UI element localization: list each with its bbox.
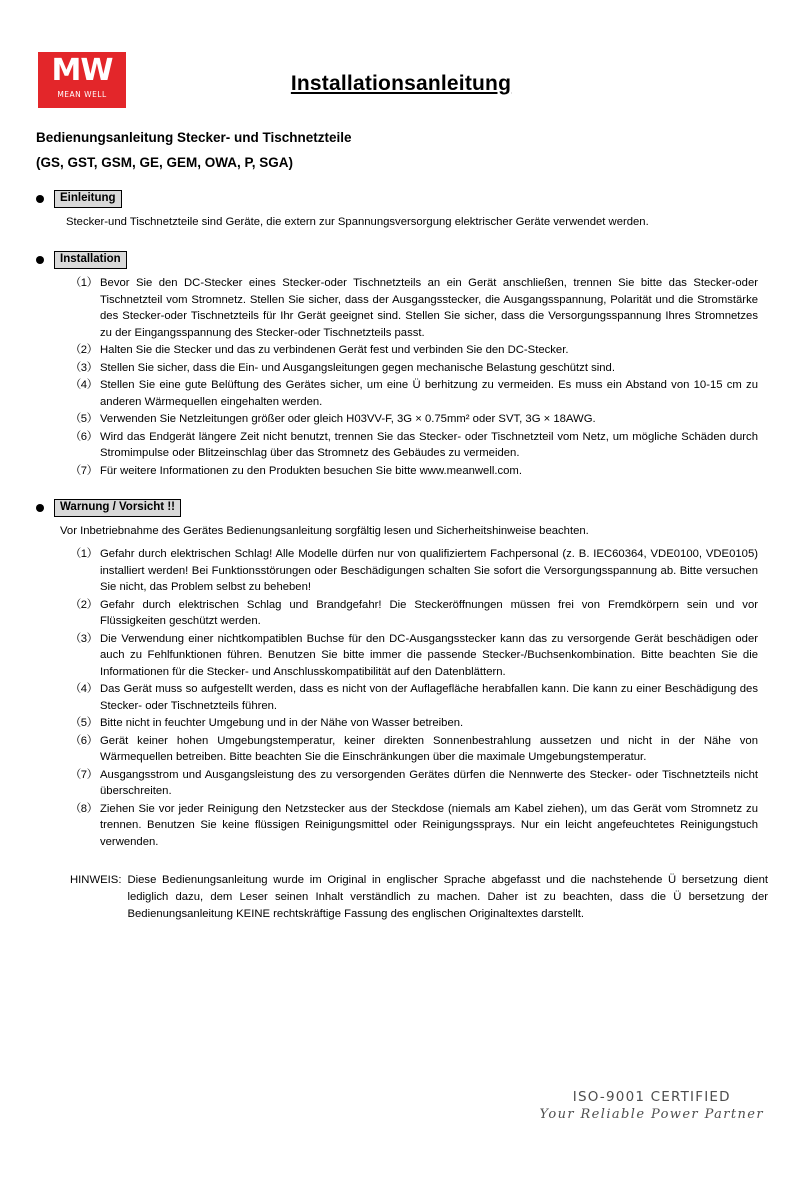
section-heading-warning: [36, 499, 766, 517]
list-item: [70, 801, 758, 851]
translation-note: [70, 872, 768, 923]
list-item-number: （2）: [70, 344, 98, 356]
list-item: [70, 715, 758, 732]
installation-list: [36, 275, 758, 479]
section-warning: [36, 499, 766, 850]
list-item-text: Ausgangsstrom und Ausgangsleistung des zu versorgenden Gerätes dürfen die Nennwerte des Stecker- oder Tischnetzteils nicht überschreiten.: [100, 768, 758, 797]
list-item-text: Stellen Sie eine gute Belüftung des Gerätes sicher, um eine Ü berhitzung zu vermeiden. Es muss ein Abstand von 10-15 cm zu anderen Wärmequellen eingehalten werden.: [100, 379, 758, 408]
page-title: Installationsanleitung: [290, 72, 512, 95]
list-item-text: Bitte nicht in feuchter Umgebung und in der Nähe von Wasser betreiben.: [100, 717, 464, 729]
list-item-number: （1）: [70, 548, 98, 560]
list-item-number: （7）: [70, 768, 98, 781]
list-item-number: （5）: [70, 413, 98, 425]
list-item: [70, 767, 758, 800]
bullet-icon: [36, 195, 44, 203]
bullet-icon: [36, 504, 44, 512]
list-item-number: （5）: [70, 717, 98, 729]
list-item-number: （7）: [70, 464, 98, 477]
list-item: [70, 681, 758, 714]
note-label: HINWEIS:: [70, 874, 122, 886]
list-item: [70, 733, 758, 766]
list-item: [70, 546, 758, 596]
list-item-number: （4）: [70, 683, 98, 695]
list-item: [70, 360, 758, 377]
warning-intro-paragraph: Vor Inbetriebnahme des Gerätes Bedienungsanleitung sorgfältig lesen und Sicherheitshinweise beachten.: [60, 525, 589, 537]
section-heading-installation: [36, 251, 766, 269]
list-item-number: （6）: [70, 734, 98, 747]
list-item-text: Das Gerät muss so aufgestellt werden, dass es nicht von der Auflagefläche herabfallen kann. Die kann zu einer Beschädigung des Stecker- oder Tischnetzteils führen.: [100, 683, 758, 712]
document-header: [36, 48, 766, 126]
bullet-icon: [36, 256, 44, 264]
section-label-installation: Installation: [54, 251, 127, 269]
list-item-text: Die Verwendung einer nichtkompatiblen Buchse für den DC-Ausgangsstecker kann das zu versorgende Gerät beschädigen oder auch zu Fehlfunktionen führen. Benutzen Sie bitte immer die passende Stecker-/Buchsenkombination. Bitte beachten Sie die Informationen für die Stecker- und Anschlusskompatibilität auf den Datenblättern.: [100, 632, 758, 678]
list-item-text: Verwenden Sie Netzleitungen größer oder gleich H03VV-F, 3G × 0.75mm² oder SVT, 3G × 18AWG.: [100, 413, 596, 425]
section-introduction: [36, 190, 766, 231]
list-item-text: Wird das Endgerät längere Zeit nicht benutzt, trennen Sie das Stecker- oder Tischnetzteil vom Netz, um mögliche Schäden durch Stromimpulse oder Blitzeinschlag über das Stromnetz des Gebäudes zu vermeiden.: [100, 430, 758, 459]
logo-mark-text: MW: [51, 53, 113, 88]
list-item-number: （1）: [70, 277, 98, 289]
list-item-number: （4）: [70, 379, 98, 391]
list-item: [70, 463, 758, 480]
list-item-text: Ziehen Sie vor jeder Reinigung den Netzstecker aus der Steckdose (niemals am Kabel ziehen), um das Gerät vom Stromnetz zu trennen. Benutzen Sie keine flüssigen Reinigungsmittel oder Reinigungssprays. Nur ein leicht angefeuchtetes Reinigungstuch verwenden.: [100, 802, 758, 848]
list-item-number: （2）: [70, 598, 98, 611]
document-subtitle: Bedienungsanleitung Stecker- und Tischnetzteile: [36, 130, 352, 145]
list-item: [70, 597, 758, 630]
list-item-number: （6）: [70, 430, 98, 443]
section-installation: [36, 251, 766, 479]
list-item: [70, 631, 758, 681]
list-item-number: （3）: [70, 361, 98, 374]
list-item-number: （3）: [70, 632, 98, 645]
list-item: [70, 429, 758, 462]
list-item: [70, 342, 758, 359]
list-item-text: Bevor Sie den DC-Stecker eines Stecker-oder Tischnetzteils an ein Gerät anschließen, trennen Sie bitte das Stecker-oder Tischnetzteil vom Stromnetz. Stellen Sie sicher, dass der Ausgangsstecker, die Ausgangsspannung, Polarität und die Stromstärke des Stecker-oder Tischnetzteils für Ihr Gerät geeignet sind. Stellen Sie sicher, dass die Versorgungsspannung Ihres Stromnetzes zu der Eingangsspannung des Stecker-oder Tischnetzteils passt.: [100, 277, 758, 339]
list-item-number: （8）: [70, 802, 98, 815]
warning-list: [36, 546, 758, 850]
list-item: [70, 275, 758, 341]
list-item-text: Stellen Sie sicher, dass die Ein- und Ausgangsleitungen gegen mechanische Belastung geschützt sind.: [100, 361, 615, 374]
document-footer: [540, 1089, 765, 1122]
list-item-text: Gefahr durch elektrischen Schlag und Brandgefahr! Die Steckeröffnungen müssen frei von Fremdkörpern sein und vor Flüssigkeiten geschützt werden.: [100, 598, 758, 627]
list-item-text: Für weitere Informationen zu den Produkten besuchen Sie bitte www.meanwell.com.: [100, 464, 522, 477]
introduction-paragraph: Stecker-und Tischnetzteile sind Geräte, die extern zur Spannungsversorgung elektrischer Geräte verwendet werden.: [66, 216, 649, 228]
section-label-introduction: Einleitung: [54, 190, 122, 208]
list-item: [70, 377, 758, 410]
list-item-text: Gefahr durch elektrischen Schlag! Alle Modelle dürfen nur von qualifiziertem Fachpersonal (z. B. IEC60364, VDE0100, VDE0105) installiert werden! Bei Funktionsstörungen oder Beschädigungen schalten Sie sofort die Versorgungsspannung ab. Bitte versuchen Sie nicht, das Problem selbst zu beheben!: [100, 548, 758, 593]
list-item: [70, 411, 758, 428]
note-text: Diese Bedienungsanleitung wurde im Original in englischer Sprache abgefasst und die nachstehende Ü bersetzung dient lediglich dazu, dem Leser seinen Inhalt verständlich zu machen. Daher ist zu beachten, dass die Ü bersetzung der Bedienungsanleitung KEINE rechtskräftige Fassung des englischen Originaltextes darstellt.: [127, 874, 768, 920]
logo-subtext: MEAN WELL: [57, 90, 107, 99]
company-slogan: Your Reliable Power Partner: [539, 1107, 764, 1122]
iso-certification-text: ISO-9001 CERTIFIED: [572, 1089, 731, 1105]
section-heading-introduction: [36, 190, 766, 208]
document-page: [0, 48, 802, 1182]
list-item-text: Gerät keiner hohen Umgebungstemperatur, keiner direkten Sonnenbestrahlung aussetzen und nicht in der Nähe von Wärmequellen betreiben. Bitte beachten Sie die Einschränkungen über die maximale Umgebungstemperatur.: [100, 734, 758, 763]
list-item-text: Halten Sie die Stecker und das zu verbindenen Gerät fest und verbinden Sie den DC-Stecker.: [100, 344, 569, 356]
section-label-warning: Warnung / Vorsicht !!: [54, 499, 181, 517]
document-model-list: (GS, GST, GSM, GE, GEM, OWA, P, SGA): [36, 155, 294, 170]
